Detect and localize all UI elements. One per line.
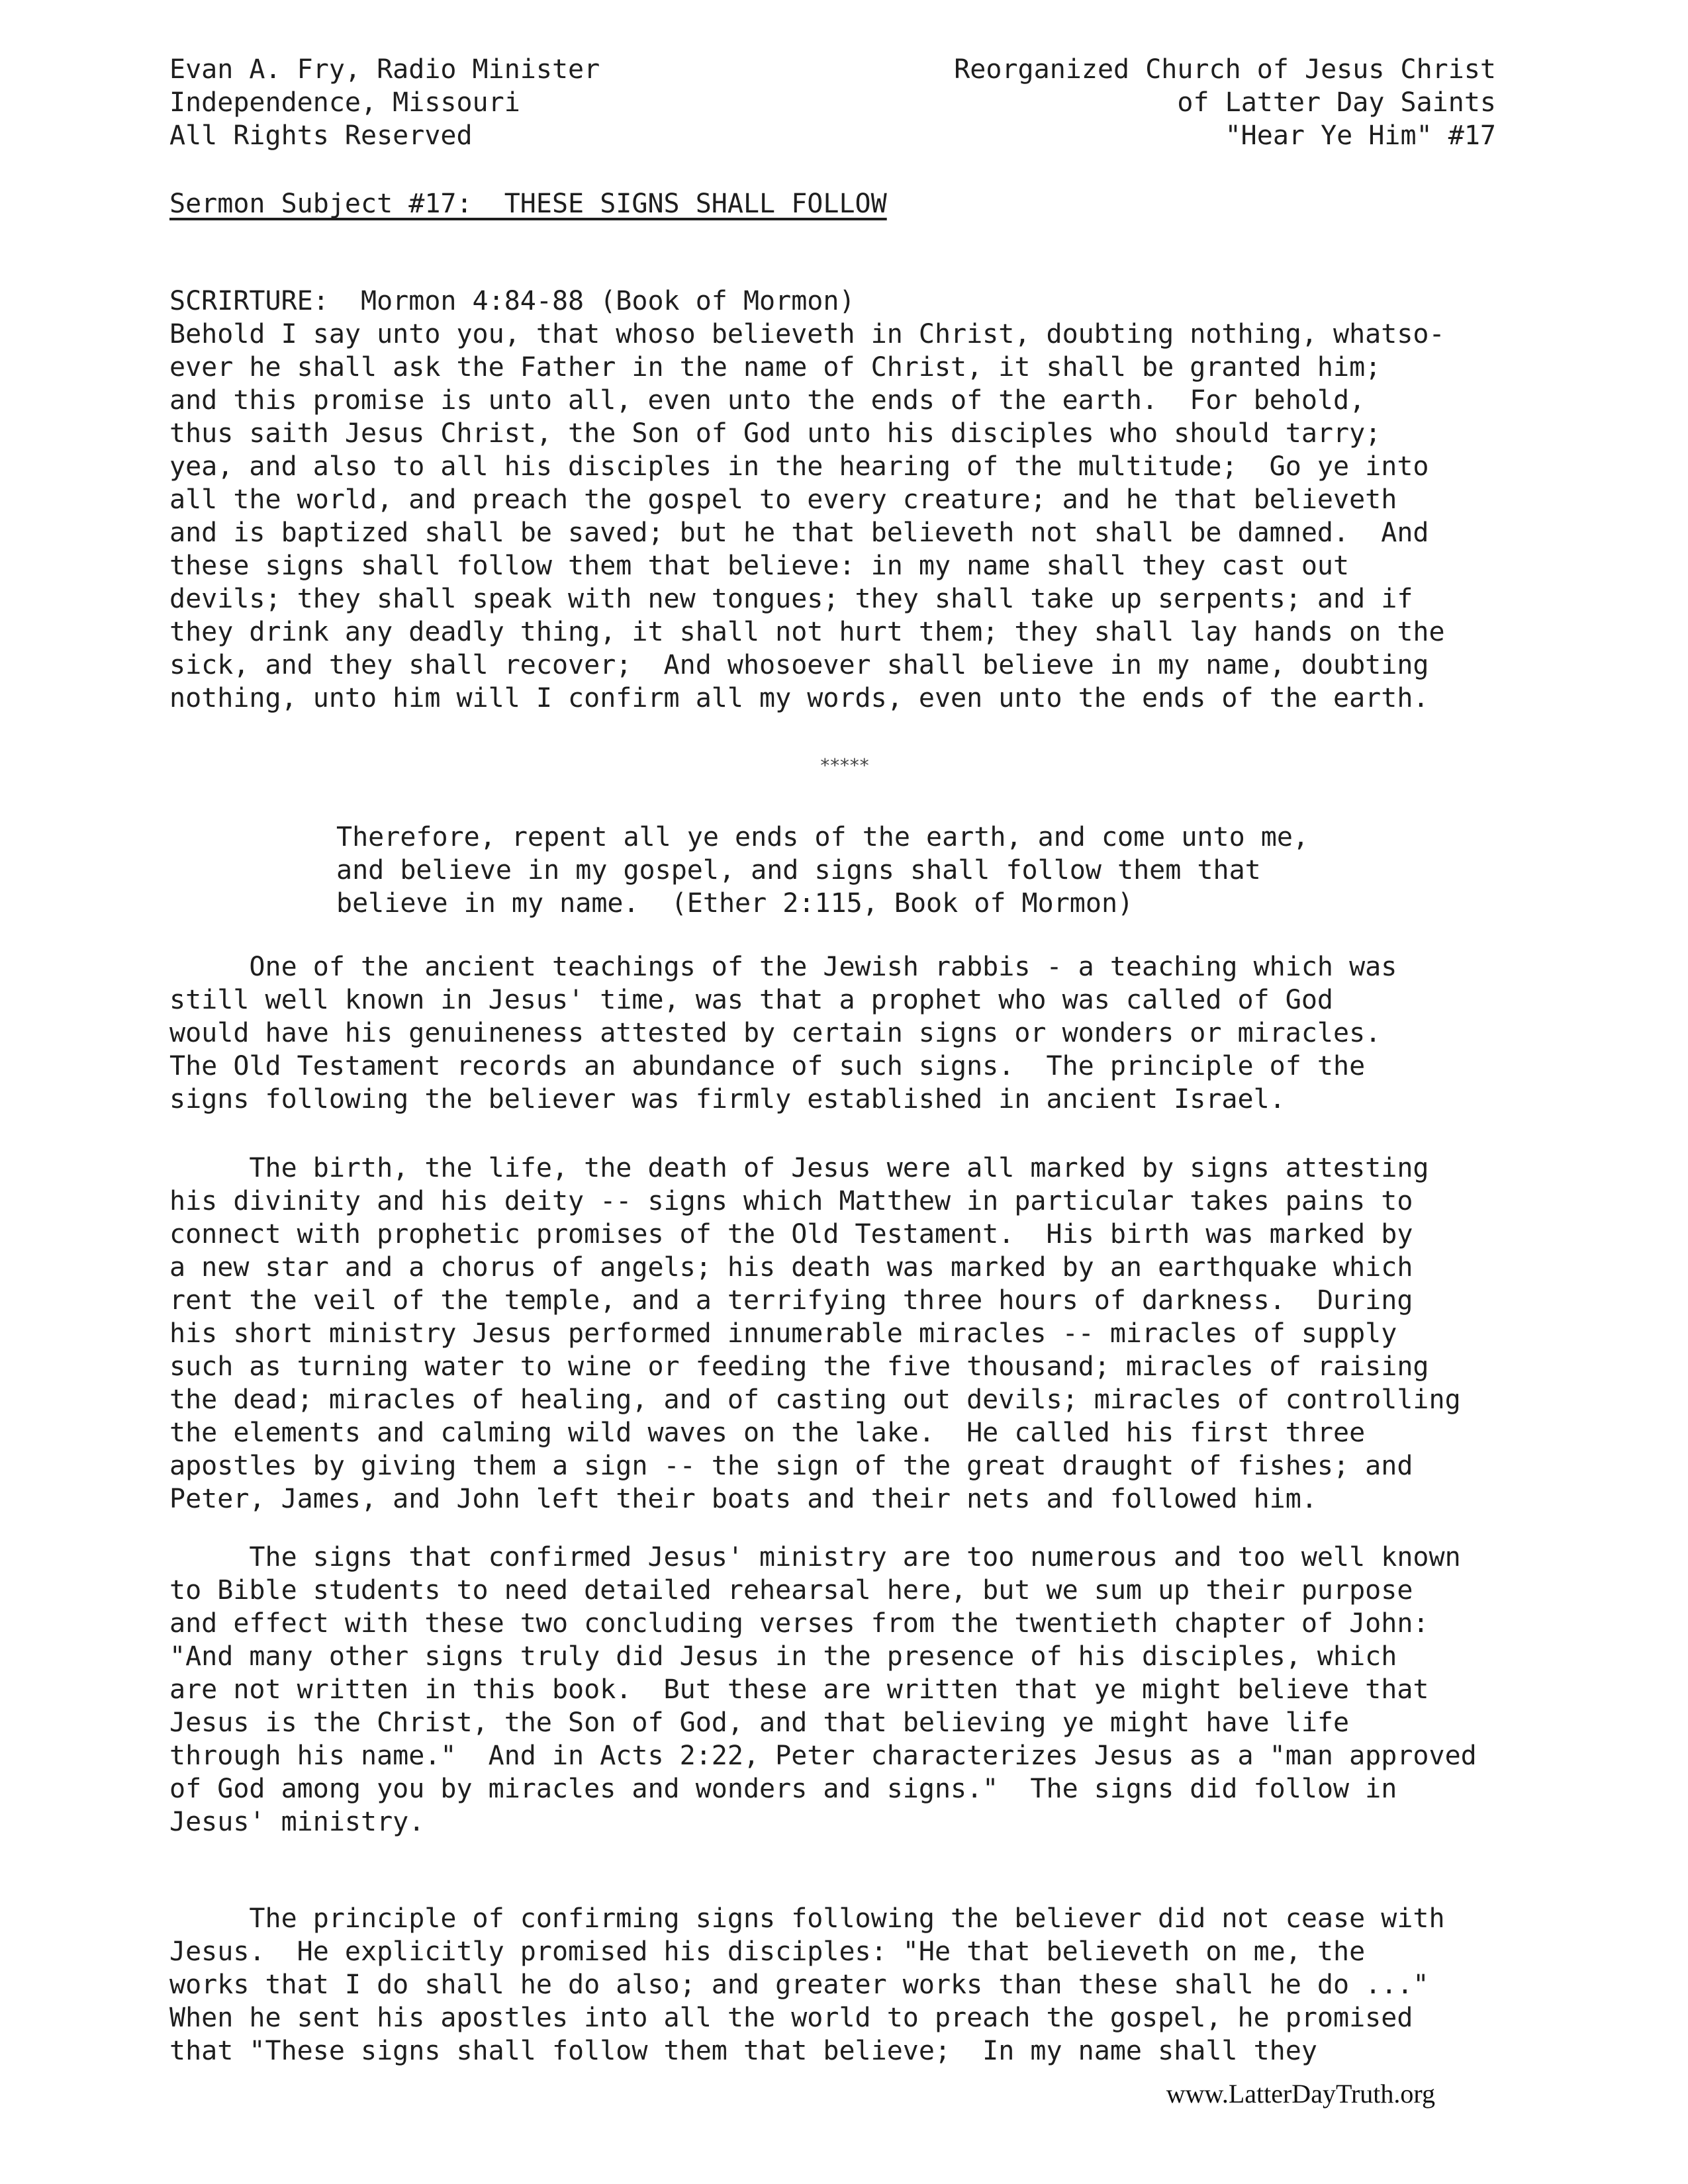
scripture-line: and is baptized shall be saved; but he that believeth not shall be damned. And (169, 518, 1429, 548)
paragraph-line: Jesus' ministry. (169, 1807, 425, 1837)
paragraph-line: of God among you by miracles and wonders and signs." The signs did follow in (169, 1774, 1397, 1804)
scripture-line: devils; they shall speak with new tongues; they shall take up serpents; and if (169, 584, 1413, 614)
footer-url: www.LatterDayTruth.org (1166, 2079, 1435, 2109)
church-block (954, 53, 1496, 152)
paragraph-line: are not written in this book. But these are written that ye might believe that (169, 1674, 1429, 1705)
paragraph-line: The birth, the life, the death of Jesus were all marked by signs attesting (169, 1153, 1429, 1183)
paragraph-line: rent the veil of the temple, and a terrifying three hours of darkness. During (169, 1285, 1413, 1316)
scripture-line: nothing, unto him will I confirm all my words, even unto the ends of the earth. (169, 683, 1429, 713)
scripture-line: these signs shall follow them that believe: in my name shall they cast out (169, 551, 1350, 581)
quote-line: and believe in my gospel, and signs shall follow them that (336, 855, 1261, 886)
paragraph-line: his divinity and his deity -- signs which Matthew in particular takes pains to (169, 1186, 1413, 1216)
author-block (169, 53, 600, 152)
paragraph-line: The signs that confirmed Jesus' ministry are too numerous and too well known (169, 1542, 1461, 1572)
program-number-line: "Hear Ye Him" #17 (1225, 120, 1496, 151)
paragraph-line: the elements and calming wild waves on the lake. He called his first three (169, 1418, 1366, 1448)
paragraph-line: Jesus is the Christ, the Son of God, and that believing ye might have life (169, 1707, 1350, 1738)
paragraph-line: Jesus. He explicitly promised his disciples: "He that believeth on me, the (169, 1936, 1366, 1967)
paragraph-line: apostles by giving them a sign -- the sign of the great draught of fishes; and (169, 1451, 1413, 1481)
scripture-block (169, 285, 1445, 715)
paragraph-line: the dead; miracles of healing, and of casting out devils; miracles of controlling (169, 1385, 1461, 1415)
author-line: Evan A. Fry, Radio Minister (169, 54, 600, 85)
paragraph-line: The Old Testament records an abundance of such signs. The principle of the (169, 1051, 1366, 1081)
paragraph-line: Peter, James, and John left their boats and their nets and followed him. (169, 1484, 1317, 1514)
quote-line: Therefore, repent all ye ends of the earth, and come unto me, (336, 822, 1309, 852)
paragraph-line: works that I do shall he do also; and greater works than these shall he do ..." (169, 1970, 1429, 2000)
paragraph-line: through his name." And in Acts 2:22, Peter characterizes Jesus as a "man approved (169, 1741, 1477, 1771)
scripture-line: yea, and also to all his disciples in the hearing of the multitude; Go ye into (169, 451, 1429, 482)
scripture-line: SCRIRTURE: Mormon 4:84-88 (Book of Mormon) (169, 286, 855, 316)
scripture-line: sick, and they shall recover; And whosoever shall believe in my name, doubting (169, 650, 1429, 680)
quote-line: believe in my name. (Ether 2:115, Book of Mormon) (336, 888, 1134, 919)
scripture-line: ever he shall ask the Father in the name of Christ, it shall be granted him; (169, 352, 1382, 383)
paragraph-line: signs following the believer was firmly established in ancient Israel. (169, 1084, 1286, 1115)
scripture-line: thus saith Jesus Christ, the Son of God unto his disciples who should tarry; (169, 418, 1382, 449)
paragraph-line: his short ministry Jesus performed innumerable miracles -- miracles of supply (169, 1318, 1397, 1349)
paragraph-line: still well known in Jesus' time, was that a prophet who was called of God (169, 985, 1333, 1015)
sermon-subject (169, 187, 887, 220)
paragraph-line: The principle of confirming signs following the believer did not cease with (169, 1903, 1445, 1934)
paragraph-line: would have his genuineness attested by certain signs or wonders or miracles. (169, 1018, 1382, 1048)
block-quote (336, 821, 1309, 920)
paragraph-line: and effect with these two concluding verses from the twentieth chapter of John: (169, 1608, 1429, 1639)
paragraph (169, 950, 1397, 1116)
rights-line: All Rights Reserved (169, 120, 473, 151)
church-name-line: Reorganized Church of Jesus Christ (954, 54, 1496, 85)
paragraph-line: When he sent his apostles into all the world to preach the gospel, he promised (169, 2003, 1413, 2033)
church-name-line-2: of Latter Day Saints (1177, 87, 1496, 118)
paragraph (169, 1902, 1445, 2068)
paragraph-line: that "These signs shall follow them that believe; In my name shall they (169, 2036, 1317, 2066)
paragraph-line: to Bible students to need detailed rehearsal here, but we sum up their purpose (169, 1575, 1413, 1606)
scripture-line: they drink any deadly thing, it shall not hurt them; they shall lay hands on the (169, 617, 1445, 647)
scripture-line: Behold I say unto you, that whoso believeth in Christ, doubting nothing, whatso- (169, 319, 1445, 349)
scripture-line: and this promise is unto all, even unto the ends of the earth. For behold, (169, 385, 1366, 416)
paragraph (169, 1541, 1477, 1839)
paragraph (169, 1152, 1461, 1516)
paragraph-line: a new star and a chorus of angels; his death was marked by an earthquake which (169, 1252, 1413, 1283)
paragraph-line: such as turning water to wine or feeding the five thousand; miracles of raising (169, 1351, 1429, 1382)
sermon-subject-text: Sermon Subject #17: THESE SIGNS SHALL FOLLOW (169, 189, 887, 219)
scripture-line: all the world, and preach the gospel to every creature; and he that believeth (169, 484, 1397, 515)
paragraph-line: "And many other signs truly did Jesus in the presence of his disciples, which (169, 1641, 1397, 1672)
location-line: Independence, Missouri (169, 87, 520, 118)
paragraph-line: One of the ancient teachings of the Jewish rabbis - a teaching which was (169, 952, 1397, 982)
section-divider: ***** (819, 754, 869, 776)
paragraph-line: connect with prophetic promises of the Old Testament. His birth was marked by (169, 1219, 1413, 1250)
